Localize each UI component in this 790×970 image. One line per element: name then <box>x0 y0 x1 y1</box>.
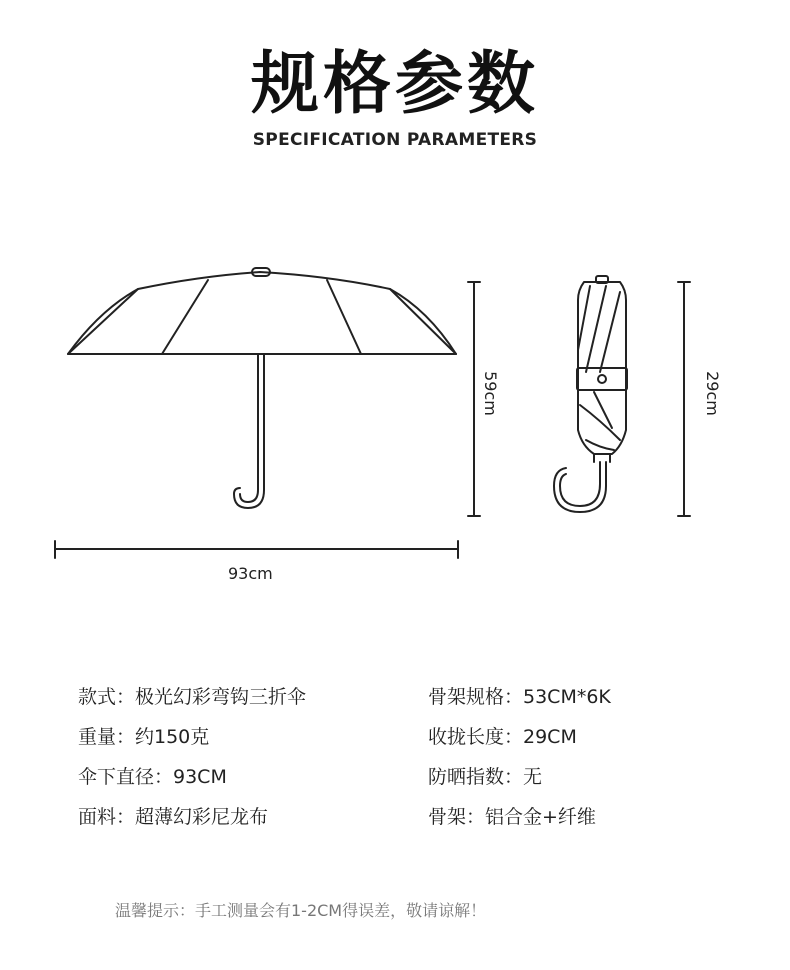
spec-fabric: 面料：超薄幻彩尼龙布 <box>78 806 269 828</box>
spec-frame-material: 骨架：铝合金+纤维 <box>428 806 596 828</box>
page-subtitle: SPECIFICATION PARAMETERS <box>252 130 538 150</box>
open-umbrella-icon <box>68 268 456 508</box>
page-title: 规格参数 <box>250 45 539 124</box>
folded-umbrella-icon <box>554 276 627 512</box>
open-height-label: 59cm <box>480 371 500 416</box>
dimension-line-open-height <box>468 282 480 516</box>
open-width-label: 93cm <box>228 564 273 583</box>
spec-weight: 重量：约150克 <box>78 726 210 748</box>
spec-style: 款式：极光幻彩弯钩三折伞 <box>78 686 307 708</box>
dimension-line-width <box>55 541 458 558</box>
folded-length-label: 29cm <box>702 371 722 416</box>
spec-diameter: 伞下直径：93CM <box>78 766 227 788</box>
spec-folded-length: 收拢长度：29CM <box>428 726 577 748</box>
spec-uv-index: 防晒指数：无 <box>428 766 543 788</box>
measurement-note: 温馨提示：手工测量会有1-2CM得误差，敬请谅解！ <box>115 901 487 920</box>
spec-frame-size: 骨架规格：53CM*6K <box>428 686 611 708</box>
dimension-line-folded-length <box>678 282 690 516</box>
